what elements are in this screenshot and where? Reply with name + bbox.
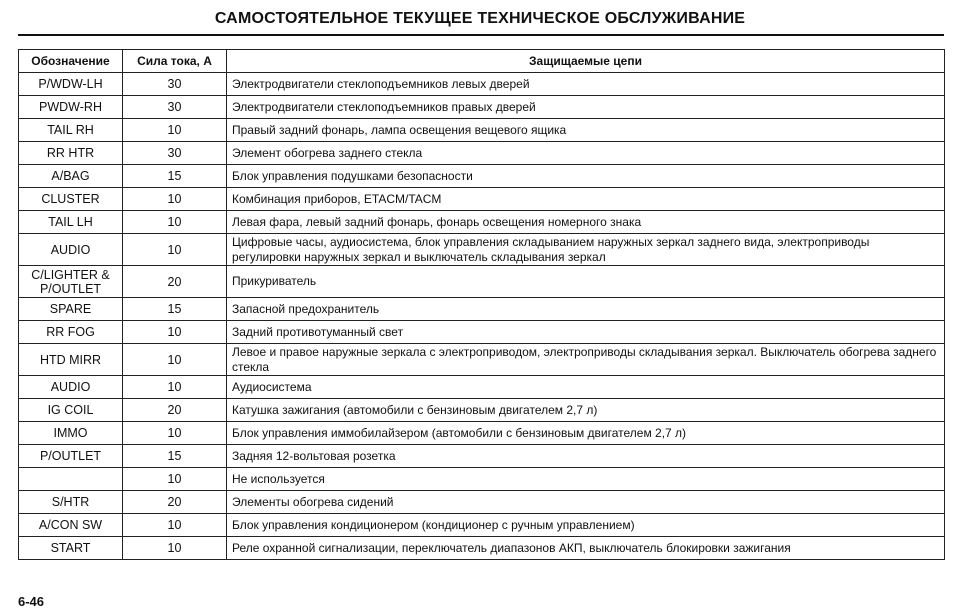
fuse-amps: 10 [123,422,227,445]
fuse-amps: 10 [123,376,227,399]
table-row [19,344,945,376]
header-current: Сила тока, А [123,50,227,73]
fuse-circuits: Задняя 12-вольтовая розетка [227,445,945,468]
fuse-amps: 10 [123,321,227,344]
table-row [19,211,945,234]
fuse-code: RR FOG [19,321,123,344]
fuse-circuits: Прикуриватель [227,266,945,298]
fuse-amps: 10 [123,234,227,266]
table-header-row [19,50,945,73]
fuse-circuits: Элементы обогрева сидений [227,491,945,514]
header-designation: Обозначение [19,50,123,73]
fuse-code: TAIL RH [19,119,123,142]
fuse-code: START [19,537,123,560]
table-row [19,491,945,514]
fuse-amps: 10 [123,537,227,560]
fuse-code: A/CON SW [19,514,123,537]
fuse-code [19,468,123,491]
table-row [19,142,945,165]
title-divider [18,34,944,36]
fuse-amps: 10 [123,344,227,376]
page-title: САМОСТОЯТЕЛЬНОЕ ТЕКУЩЕЕ ТЕХНИЧЕСКОЕ ОБСЛУЖИВАНИЕ [214,10,746,27]
fuse-amps: 15 [123,165,227,188]
fuse-amps: 15 [123,298,227,321]
table-row [19,399,945,422]
fuse-code: S/HTR [19,491,123,514]
fuse-amps: 20 [123,399,227,422]
fuse-circuits: Электродвигатели стеклоподъемников правых дверей [227,96,945,119]
fuse-code: HTD MIRR [19,344,123,376]
fuse-circuits: Аудиосистема [227,376,945,399]
fuse-amps: 30 [123,73,227,96]
fuse-code: AUDIO [19,376,123,399]
table-row [19,321,945,344]
table-row [19,188,945,211]
fuse-amps: 10 [123,119,227,142]
fuse-circuits: Не используется [227,468,945,491]
fuse-code: PWDW-RH [19,96,123,119]
table-row [19,422,945,445]
fuse-code: IG COIL [19,399,123,422]
fuse-amps: 30 [123,142,227,165]
fuse-amps: 10 [123,211,227,234]
fuse-amps: 10 [123,468,227,491]
fuse-code: AUDIO [19,234,123,266]
fuse-code: IMMO [19,422,123,445]
fuse-amps: 10 [123,188,227,211]
fuse-code: TAIL LH [19,211,123,234]
table-row [19,119,945,142]
fuse-amps: 20 [123,266,227,298]
table-row [19,234,945,266]
fuse-circuits: Блок управления иммобилайзером (автомобили с бензиновым двигателем 2,7 л) [227,422,945,445]
table-row [19,96,945,119]
fuse-code: RR HTR [19,142,123,165]
fuse-circuits: Запасной предохранитель [227,298,945,321]
fuse-code: A/BAG [19,165,123,188]
fuse-circuits: Электродвигатели стеклоподъемников левых дверей [227,73,945,96]
header-circuits: Защищаемые цепи [227,50,945,73]
fuse-amps: 30 [123,96,227,119]
fuse-circuits: Комбинация приборов, ETACM/TACM [227,188,945,211]
fuse-circuits: Блок управления подушками безопасности [227,165,945,188]
page-number: 6-46 [18,594,45,609]
fuse-amps: 20 [123,491,227,514]
table-row [19,165,945,188]
fuse-circuits: Блок управления кондиционером (кондиционер с ручным управлением) [227,514,945,537]
fuse-code: P/OUTLET [19,445,123,468]
table-row [19,73,945,96]
fuse-amps: 10 [123,514,227,537]
table-row [19,445,945,468]
fuse-table [18,49,945,560]
fuse-circuits: Цифровые часы, аудиосистема, блок управления складыванием наружных зеркал заднего вида, электроприводы регулировки наружных зеркал и выключатель складывания зеркал [227,234,945,266]
table-row [19,266,945,298]
fuse-code: C/LIGHTER & P/OUTLET [19,266,123,298]
fuse-code: CLUSTER [19,188,123,211]
fuse-amps: 15 [123,445,227,468]
fuse-circuits: Реле охранной сигнализации, переключатель диапазонов АКП, выключатель блокировки зажигания [227,537,945,560]
fuse-code: SPARE [19,298,123,321]
fuse-circuits: Левая фара, левый задний фонарь, фонарь освещения номерного знака [227,211,945,234]
fuse-circuits: Катушка зажигания (автомобили с бензиновым двигателем 2,7 л) [227,399,945,422]
table-row [19,376,945,399]
table-row [19,468,945,491]
table-row [19,298,945,321]
table-row [19,514,945,537]
fuse-circuits: Элемент обогрева заднего стекла [227,142,945,165]
fuse-circuits: Задний противотуманный свет [227,321,945,344]
fuse-circuits: Левое и правое наружные зеркала с электроприводом, электроприводы складывания зеркал. Выключатель обогрева заднего стекла [227,344,945,376]
table-row [19,537,945,560]
fuse-circuits: Правый задний фонарь, лампа освещения вещевого ящика [227,119,945,142]
fuse-code: P/WDW-LH [19,73,123,96]
